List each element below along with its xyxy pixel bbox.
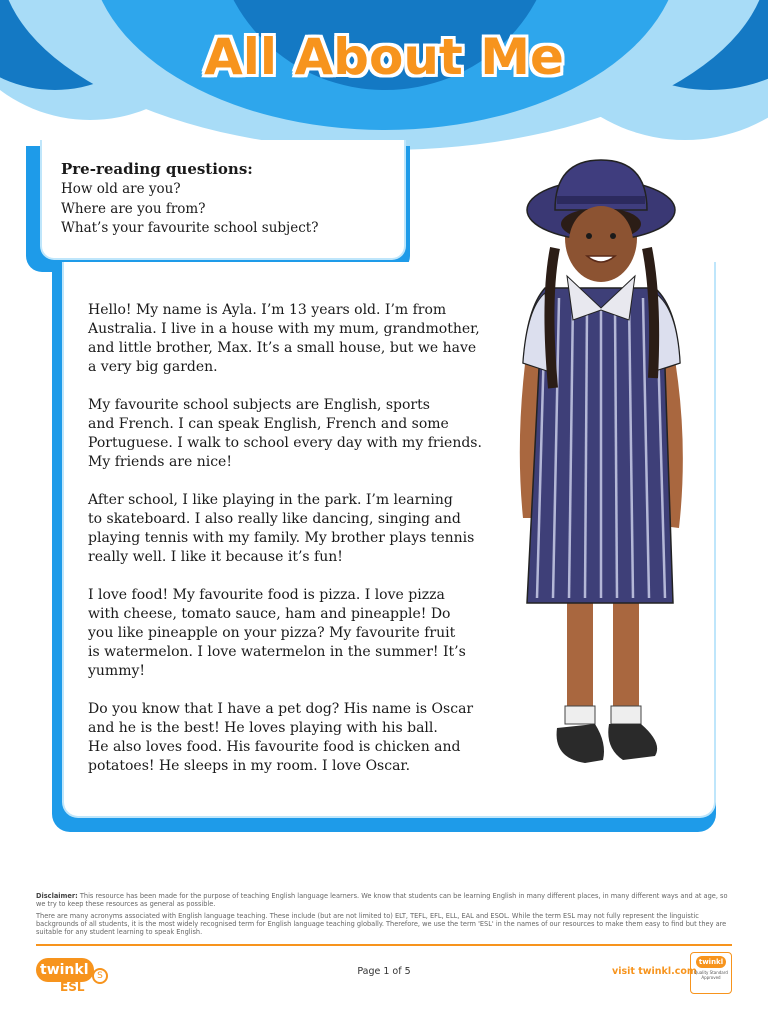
text-line: with cheese, tomato sauce, ham and pineapple! Do bbox=[88, 606, 451, 622]
logo-globe-icon: S bbox=[92, 968, 108, 984]
left-leg bbox=[567, 588, 593, 713]
paragraph-4 bbox=[88, 586, 518, 681]
right-leg bbox=[613, 588, 639, 713]
text-line: Do you know that I have a pet dog? His name is Oscar bbox=[88, 701, 474, 717]
text-line: My favourite school subjects are English, sports bbox=[88, 397, 430, 413]
text-line: playing tennis with my family. My brother plays tennis bbox=[88, 530, 475, 546]
paragraph-1 bbox=[88, 301, 518, 377]
face-front bbox=[569, 206, 633, 278]
text-line: He also loves food. His favourite food is chicken and bbox=[88, 739, 461, 755]
badge-text: Quality Standard Approved bbox=[694, 970, 728, 980]
logo-esl: ESL bbox=[60, 980, 85, 994]
text-line: you like pineapple on your pizza? My favourite fruit bbox=[88, 625, 456, 641]
page-number: Page 1 of 5 bbox=[357, 966, 411, 977]
pre-reading-box bbox=[40, 140, 406, 260]
paragraph-3 bbox=[88, 491, 518, 567]
text-line: potatoes! He sleeps in my room. I love Oscar. bbox=[88, 758, 411, 774]
text-line: is watermelon. I love watermelon in the summer! It’s bbox=[88, 644, 466, 660]
pre-reading-question: What’s your favourite school subject? bbox=[61, 220, 319, 236]
text-line: Australia. I live in a house with my mum, grandmother, bbox=[88, 321, 480, 337]
text-line: and he is the best! He loves playing with his ball. bbox=[88, 720, 438, 736]
paragraph-2 bbox=[88, 396, 518, 472]
disclaimer-line-1: This resource has been made for the purpose of teaching English language learners. We know that students can be learning English in many different places, in many different ways and at age, so we try to keep these resources as general as possible. bbox=[36, 892, 728, 908]
disclaimer-label: Disclaimer: bbox=[36, 892, 78, 900]
disclaimer-text bbox=[36, 892, 732, 908]
right-eye bbox=[610, 233, 616, 239]
logo-word: twinkl bbox=[40, 962, 89, 978]
disclaimer-line-2: There are many acronyms associated with English language teaching. These include (but are not limited to) ELT, TEFL, EFL, ELL, EAL and ESOL. While the term ESL may not fully represent the linguistic backgrounds of all students, it is the most widely recognised term for English language teaching globally. Therefore, we use the term 'ESL' in the names of our resources to make them easy to find but they are suitable for any student learning to speak English. bbox=[36, 912, 727, 936]
right-sock bbox=[611, 706, 641, 724]
paragraph-5 bbox=[88, 700, 518, 776]
pre-reading-heading: Pre-reading questions: bbox=[61, 160, 253, 178]
pre-reading-question: Where are you from? bbox=[61, 201, 206, 217]
text-line: a very big garden. bbox=[88, 359, 218, 375]
hat-band bbox=[557, 196, 645, 204]
girl-illustration bbox=[505, 158, 715, 783]
badge-word: twinkl bbox=[696, 956, 726, 968]
visit-link[interactable]: visit twinkl.com bbox=[612, 966, 697, 977]
quality-badge bbox=[690, 952, 732, 994]
pre-reading-question: How old are you? bbox=[61, 181, 181, 197]
text-line: After school, I like playing in the park. I’m learning bbox=[88, 492, 453, 508]
text-line: yummy! bbox=[88, 663, 146, 679]
left-sock bbox=[565, 706, 595, 724]
left-shoe bbox=[557, 724, 604, 763]
right-shoe bbox=[608, 724, 657, 760]
text-line: really well. I like it because it’s fun! bbox=[88, 549, 343, 565]
text-line: Portuguese. I walk to school every day with my friends. bbox=[88, 435, 482, 451]
text-line: and little brother, Max. It’s a small house, but we have bbox=[88, 340, 477, 356]
text-line: to skateboard. I also really like dancing, singing and bbox=[88, 511, 461, 527]
left-eye bbox=[586, 233, 592, 239]
page-title: All About Me bbox=[204, 28, 564, 86]
text-line: I love food! My favourite food is pizza. I love pizza bbox=[88, 587, 445, 603]
text-line: My friends are nice! bbox=[88, 454, 232, 470]
footer-divider bbox=[36, 944, 732, 946]
left-braid bbox=[549, 248, 555, 388]
text-line: Hello! My name is Ayla. I’m 13 years old. I’m from bbox=[88, 302, 447, 318]
text-line: and French. I can speak English, French and some bbox=[88, 416, 449, 432]
